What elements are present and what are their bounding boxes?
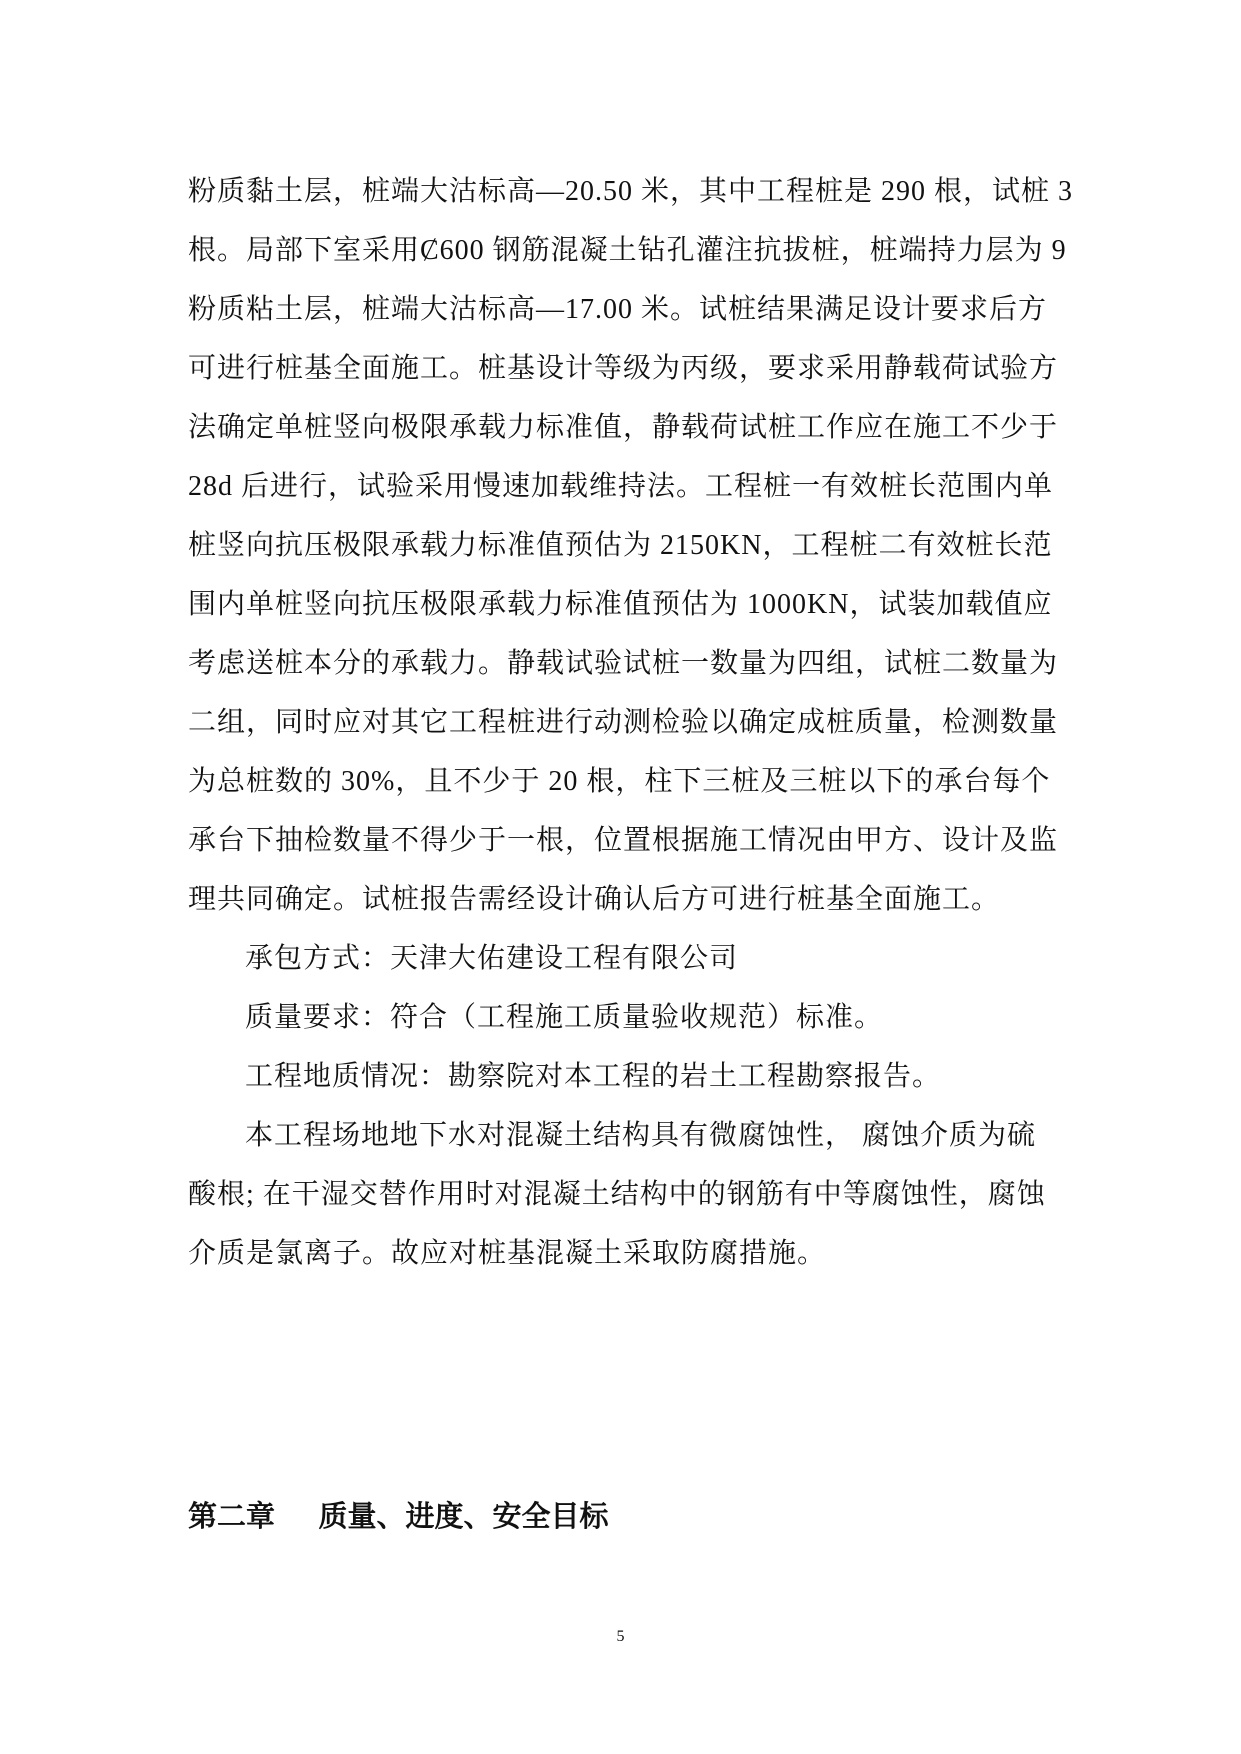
text-line: 粉质黏土层，桩端大沽标高—20.50 米，其中工程桩是 290 根，试桩 3	[188, 176, 1074, 207]
paragraph-quality-requirement	[188, 988, 1054, 1047]
text-line: 承包方式：天津大佑建设工程有限公司	[245, 943, 739, 974]
text-line: 28d 后进行，试验采用慢速加载维持法。工程桩一有效桩长范围内单	[188, 471, 1054, 502]
paragraph-groundwater-corrosion	[188, 1106, 1054, 1283]
text-line: 二组，同时应对其它工程桩进行动测检验以确定成桩质量，检测数量	[188, 707, 1059, 738]
text-line: 本工程场地地下水对混凝土结构具有微腐蚀性， 腐蚀介质为硫	[245, 1120, 1037, 1151]
text-line: 法确定单桩竖向极限承载力标准值，静载荷试桩工作应在施工不少于	[188, 412, 1059, 443]
text-line: 考虑送桩本分的承载力。静载试验试桩一数量为四组，试桩二数量为	[188, 648, 1059, 679]
text-line: 工程地质情况：勘察院对本工程的岩土工程勘察报告。	[245, 1061, 942, 1092]
text-line: 可进行桩基全面施工。桩基设计等级为丙级，要求采用静载荷试验方	[188, 353, 1059, 384]
text-line: 质量要求：符合（工程施工质量验收规范）标准。	[245, 1002, 884, 1033]
paragraph-contract-method	[188, 929, 1054, 988]
text-line: 介质是氯离子。故应对桩基混凝土采取防腐措施。	[188, 1238, 827, 1269]
page-number: 5	[616, 1628, 625, 1645]
text-line: 围内单桩竖向抗压极限承载力标准值预估为 1000KN，试装加载值应	[188, 589, 1053, 620]
text-line: 粉质粘土层，桩端大沽标高—17.00 米。试桩结果满足设计要求后方	[188, 294, 1048, 325]
text-line: 桩竖向抗压极限承载力标准值预估为 2150KN，工程桩二有效桩长范	[188, 530, 1053, 561]
paragraph-geology	[188, 1047, 1054, 1106]
text-line: 理共同确定。试桩报告需经设计确认后方可进行桩基全面施工。	[188, 884, 1001, 915]
text-line: 根。局部下室采用Ȼ600 钢筋混凝土钻孔灌注抗拔桩，桩端持力层为 9	[188, 235, 1067, 266]
paragraph-pile-foundation	[188, 162, 1074, 929]
text-line: 酸根; 在干湿交替作用时对混凝土结构中的钢筋有中等腐蚀性，腐蚀	[188, 1179, 1046, 1210]
body-text	[188, 162, 1074, 1283]
text-line: 为总桩数的 30%，且不少于 20 根，柱下三桩及三桩以下的承台每个	[188, 766, 1051, 797]
text-line: 承台下抽检数量不得少于一根，位置根据施工情况由甲方、设计及监	[188, 825, 1059, 856]
chapter-heading: 第二章 质量、进度、安全目标	[188, 1501, 609, 1533]
